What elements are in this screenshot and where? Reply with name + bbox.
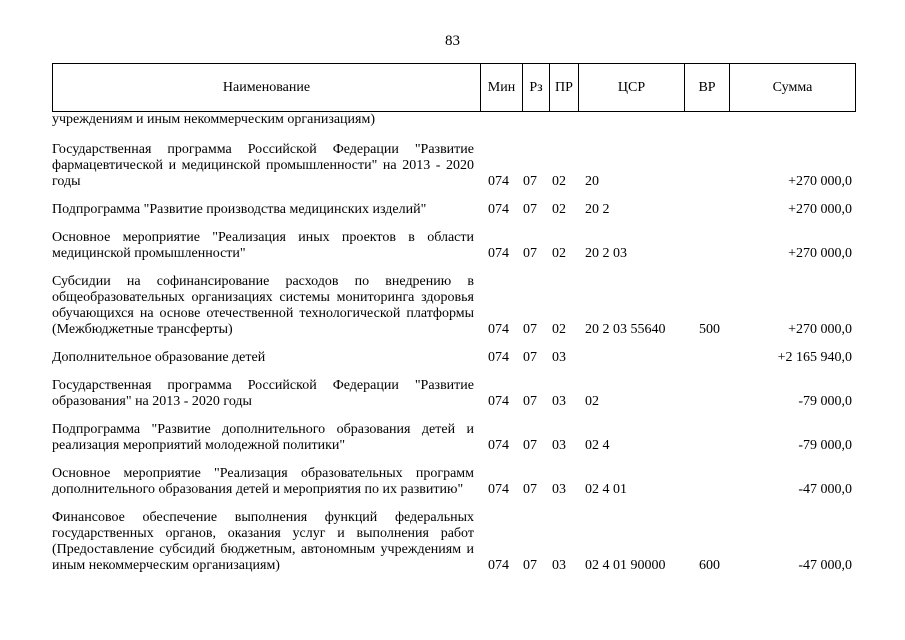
row-pr: 03 bbox=[552, 482, 566, 497]
table-row bbox=[52, 378, 854, 410]
row-min: 074 bbox=[488, 558, 509, 573]
row-csr: 20 2 bbox=[585, 202, 610, 217]
row-rz: 07 bbox=[523, 438, 537, 453]
row-pr: 03 bbox=[552, 350, 566, 365]
row-min: 074 bbox=[488, 482, 509, 497]
header-min: Мин bbox=[480, 64, 522, 111]
row-rz: 07 bbox=[523, 350, 537, 365]
row-min: 074 bbox=[488, 350, 509, 365]
row-name: Основное мероприятие "Реализация иных проектов в области медицинской промышленности" bbox=[52, 230, 474, 261]
row-rz: 07 bbox=[523, 202, 537, 217]
continuation-row bbox=[52, 112, 854, 128]
continuation-text: учреждениям и иным некоммерческим организациям) bbox=[52, 112, 376, 127]
table-header bbox=[52, 63, 856, 112]
row-sum: +270 000,0 bbox=[788, 322, 852, 337]
row-rz: 07 bbox=[523, 322, 537, 337]
table-row bbox=[52, 466, 854, 498]
header-rz: Рз bbox=[522, 64, 549, 111]
row-vr: 500 bbox=[699, 322, 720, 337]
header-pr: ПР bbox=[549, 64, 578, 111]
row-name: Государственная программа Российской Федерации "Развитие фармацевтической и медицинской промышленности" на 2013 - 2020 годы bbox=[52, 142, 474, 189]
table-row bbox=[52, 510, 854, 574]
row-name: Подпрограмма "Развитие производства медицинских изделий" bbox=[52, 202, 427, 217]
row-csr: 20 2 03 55640 bbox=[585, 322, 666, 337]
header-csr: ЦСР bbox=[578, 64, 684, 111]
row-csr: 20 bbox=[585, 174, 599, 189]
row-name: Основное мероприятие "Реализация образовательных программ дополнительного образования детей и мероприятия по их развитию" bbox=[52, 466, 474, 497]
table-row bbox=[52, 274, 854, 338]
row-csr: 02 4 bbox=[585, 438, 610, 453]
row-pr: 03 bbox=[552, 558, 566, 573]
row-csr: 20 2 03 bbox=[585, 246, 627, 261]
table-row bbox=[52, 202, 854, 218]
row-name: Финансовое обеспечение выполнения функций федеральных государственных органов, оказания услуг и выполнения работ (Предоставление субсидий бюджетным, автономным учреждениям и иным некоммерческим организациям) bbox=[52, 510, 474, 573]
row-sum: +2 165 940,0 bbox=[777, 350, 852, 365]
row-sum: -79 000,0 bbox=[798, 438, 852, 453]
row-pr: 02 bbox=[552, 202, 566, 217]
row-rz: 07 bbox=[523, 482, 537, 497]
table-row bbox=[52, 230, 854, 262]
row-name: Государственная программа Российской Федерации "Развитие образования" на 2013 - 2020 годы bbox=[52, 378, 474, 409]
row-sum: -47 000,0 bbox=[798, 558, 852, 573]
row-pr: 03 bbox=[552, 394, 566, 409]
table-row bbox=[52, 422, 854, 454]
row-sum: -79 000,0 bbox=[798, 394, 852, 409]
table-body bbox=[52, 112, 854, 574]
row-min: 074 bbox=[488, 322, 509, 337]
row-csr: 02 4 01 bbox=[585, 482, 627, 497]
row-rz: 07 bbox=[523, 394, 537, 409]
row-min: 074 bbox=[488, 174, 509, 189]
row-min: 074 bbox=[488, 246, 509, 261]
row-csr: 02 4 01 90000 bbox=[585, 558, 666, 573]
row-sum: +270 000,0 bbox=[788, 174, 852, 189]
row-min: 074 bbox=[488, 202, 509, 217]
row-rz: 07 bbox=[523, 174, 537, 189]
header-sum: Сумма bbox=[729, 64, 855, 111]
table-row bbox=[52, 350, 854, 366]
row-rz: 07 bbox=[523, 246, 537, 261]
row-csr: 02 bbox=[585, 394, 599, 409]
row-name: Подпрограмма "Развитие дополнительного образования детей и реализация мероприятий молодежной политики" bbox=[52, 422, 474, 453]
row-min: 074 bbox=[488, 394, 509, 409]
header-name: Наименование bbox=[222, 79, 311, 95]
row-pr: 02 bbox=[552, 174, 566, 189]
row-sum: -47 000,0 bbox=[798, 482, 852, 497]
row-name: Дополнительное образование детей bbox=[52, 350, 266, 365]
row-name: Субсидии на софинансирование расходов по внедрению в общеобразовательных организациях системы мониторинга здоровья обучающихся на основе отечественной технологической платформы (Межбюджетные трансферты) bbox=[52, 274, 474, 337]
row-sum: +270 000,0 bbox=[788, 202, 852, 217]
table-row bbox=[52, 142, 854, 190]
row-sum: +270 000,0 bbox=[788, 246, 852, 261]
row-rz: 07 bbox=[523, 558, 537, 573]
row-pr: 02 bbox=[552, 322, 566, 337]
row-pr: 03 bbox=[552, 438, 566, 453]
page-number: 83 bbox=[445, 33, 460, 49]
row-vr: 600 bbox=[699, 558, 720, 573]
row-min: 074 bbox=[488, 438, 509, 453]
header-vr: ВР bbox=[684, 64, 729, 111]
row-pr: 02 bbox=[552, 246, 566, 261]
